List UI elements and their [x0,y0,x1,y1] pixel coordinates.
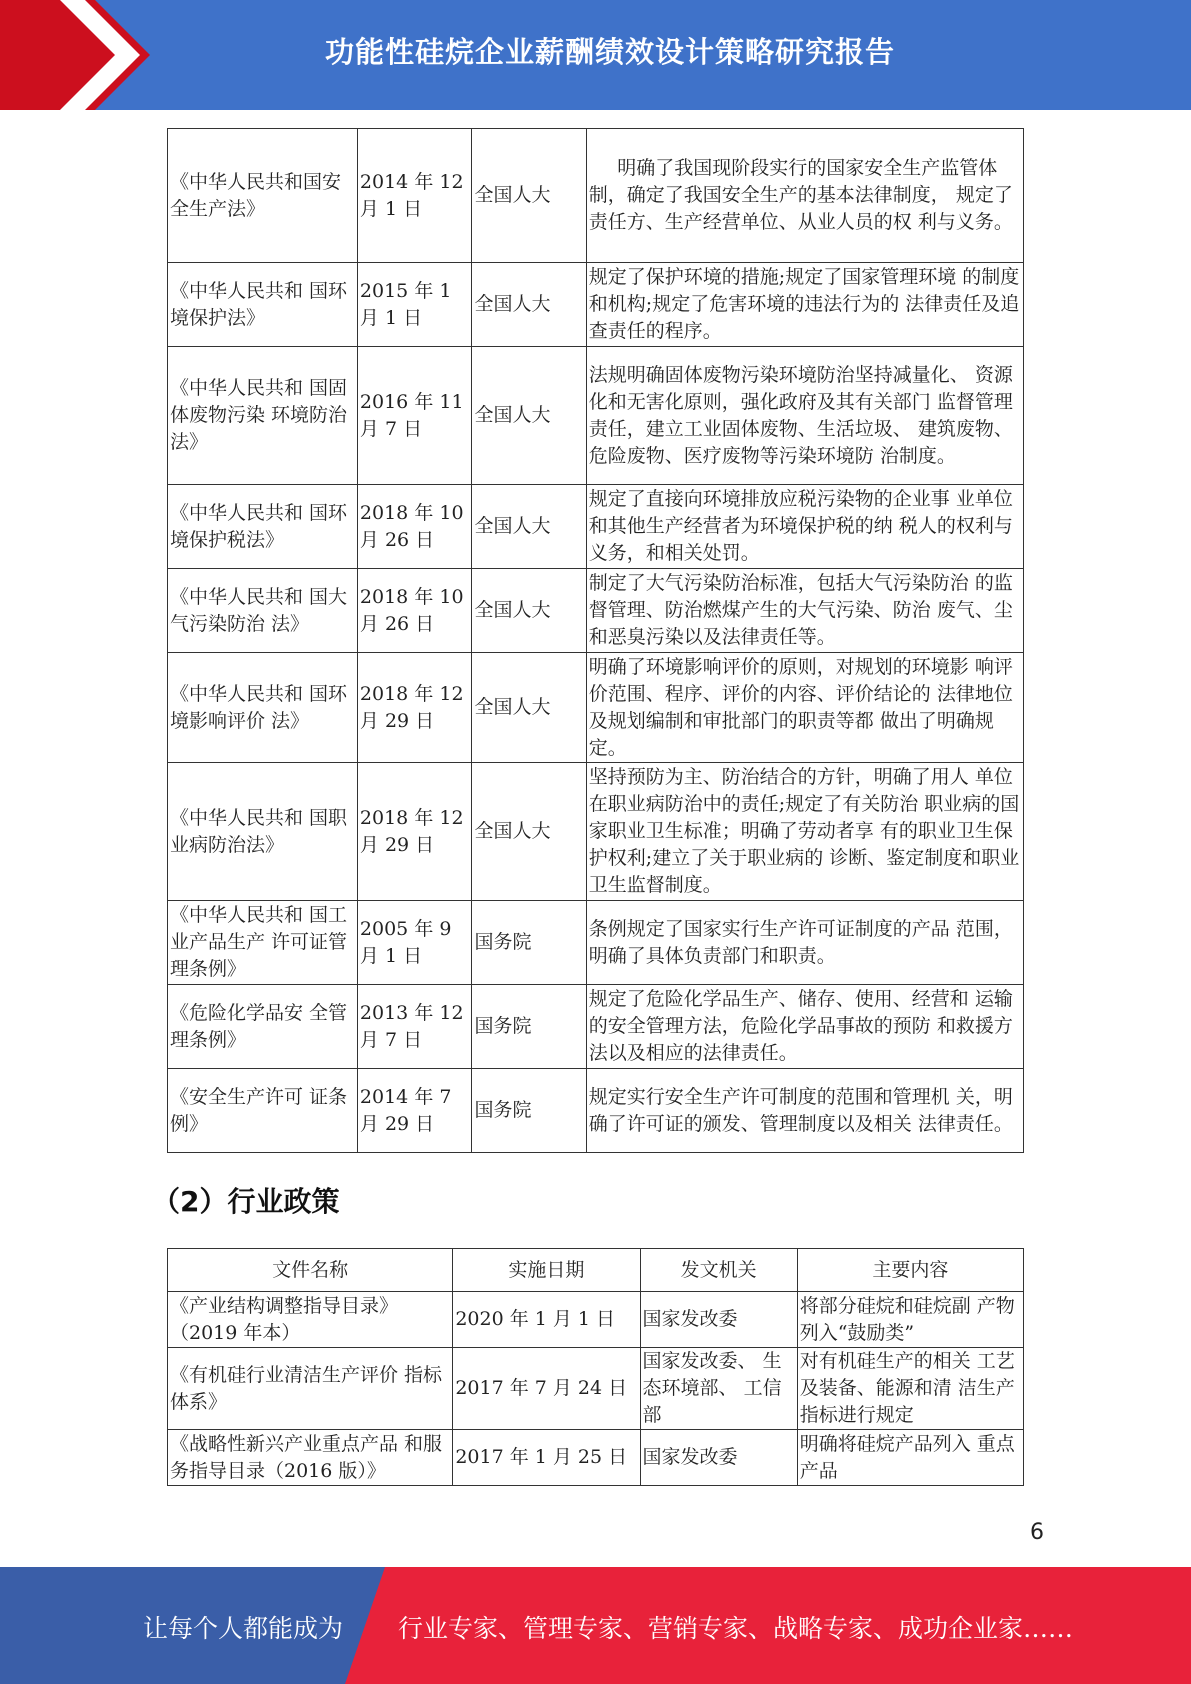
law-name-cell: 《中华人民共和 国固体废物污染 环境防治法》 [168,347,358,485]
law-name-cell: 《中华人民共和 国职业病防治法》 [168,763,358,901]
section-heading: （2）行业政策 [152,1185,340,1218]
policy-content-cell: 对有机硅生产的相关 工艺及装备、能源和清 洁生产指标进行规定 [797,1348,1023,1430]
laws-table [167,128,1024,1153]
law-content-cell: 规定实行安全生产许可制度的范围和管理机 关，明确了许可证的颁发、管理制度以及相关 法律责任。 [586,1069,1023,1153]
law-date-cell: 2014 年 7 月 29 日 [357,1069,472,1153]
table-row [168,485,1024,569]
law-content-cell: 规定了危险化学品生产、储存、使用、经营和 运输的安全管理方法，危险化学品事故的预防 和救援方法以及相应的法律责任。 [586,985,1023,1069]
policy-content-cell: 将部分硅烷和硅烷副 产物列入“鼓励类” [797,1292,1023,1348]
law-name-cell: 《中华人民共和 国环境影响评价 法》 [168,653,358,763]
law-content-cell: 规定了保护环境的措施;规定了国家管理环境 的制度和机构;规定了危害环境的违法行为的 法律责任及追查责任的程序。 [586,263,1023,347]
law-date-cell: 2005 年 9 月 1 日 [357,901,472,985]
header-file-name: 文件名称 [168,1249,453,1292]
law-name-cell: 《中华人民共和 国大气污染防治 法》 [168,569,358,653]
law-content-cell: 条例规定了国家实行生产许可证制度的产品 范围，明确了具体负责部门和职责。 [586,901,1023,985]
law-date-cell: 2018 年 10 月 26 日 [357,485,472,569]
law-name-cell: 《中华人民共和国安全生产法》 [168,129,358,263]
law-org-cell: 全国人大 [472,347,586,485]
policy-org-cell: 国家发改委、 生态环境部、 工信部 [640,1348,797,1430]
table-row [168,985,1024,1069]
policy-name-cell: 《战略性新兴产业重点产品 和服务指导目录（2016 版）》 [168,1430,453,1486]
table-header-row [168,1249,1024,1292]
law-date-cell: 2018 年 12 月 29 日 [357,763,472,901]
law-name-cell: 《中华人民共和 国环境保护法》 [168,263,358,347]
table-row [168,653,1024,763]
law-org-cell: 全国人大 [472,129,586,263]
law-content-cell: 明确了环境影响评价的原则，对规划的环境影 响评价范围、程序、评价的内容、评价结论的 法律地位及规划编制和审批部门的职责等都 做出了明确规定。 [586,653,1023,763]
policy-org-cell: 国家发改委 [640,1430,797,1486]
law-name-cell: 《中华人民共和 国工业产品生产 许可证管理条例》 [168,901,358,985]
table-row [168,263,1024,347]
law-org-cell: 国务院 [472,1069,586,1153]
policy-table [167,1248,1024,1486]
table-row [168,347,1024,485]
policy-date-cell: 2017 年 1 月 25 日 [453,1430,640,1486]
footer-slogan-left: 让每个人都能成为 [143,1614,344,1643]
header-effective-date: 实施日期 [453,1249,640,1292]
law-name-cell: 《安全生产许可 证条例》 [168,1069,358,1153]
table-row [168,1348,1024,1430]
law-org-cell: 全国人大 [472,485,586,569]
table-row [168,901,1024,985]
page-header [0,0,1191,110]
law-org-cell: 全国人大 [472,569,586,653]
header-red-arrow-decoration [0,0,150,110]
table-row [168,1069,1024,1153]
table-row [168,569,1024,653]
law-date-cell: 2018 年 10 月 26 日 [357,569,472,653]
footer-slogan-right: 行业专家、管理专家、营销专家、战略专家、成功企业家…… [398,1614,1074,1643]
page-number: 6 [1030,1520,1044,1545]
table-row [168,1292,1024,1348]
law-org-cell: 全国人大 [472,653,586,763]
header-main-content: 主要内容 [797,1249,1023,1292]
table-row [168,1430,1024,1486]
report-title: 功能性硅烷企业薪酬绩效设计策略研究报告 [324,35,895,69]
law-name-cell: 《中华人民共和 国环境保护税法》 [168,485,358,569]
policy-org-cell: 国家发改委 [640,1292,797,1348]
policy-name-cell: 《产业结构调整指导目录》（2019 年本） [168,1292,453,1348]
law-date-cell: 2016 年 11 月 7 日 [357,347,472,485]
law-org-cell: 国务院 [472,985,586,1069]
law-content-cell: 规定了直接向环境排放应税污染物的企业事 业单位和其他生产经营者为环境保护税的纳 税人的权利与义务，和相关处罚。 [586,485,1023,569]
policy-name-cell: 《有机硅行业清洁生产评价 指标体系》 [168,1348,453,1430]
law-org-cell: 全国人大 [472,763,586,901]
law-content-cell: 坚持预防为主、防治结合的方针，明确了用人 单位在职业病防治中的责任;规定了有关防治 职业病的国家职业卫生标准；明确了劳动者享 有的职业卫生保护权利;建立了关于职业病的 诊断、鉴定制度和职业卫生监督制度。 [586,763,1023,901]
law-date-cell: 2014 年 12 月 1 日 [357,129,472,263]
law-date-cell: 2013 年 12 月 7 日 [357,985,472,1069]
law-org-cell: 全国人大 [472,263,586,347]
header-issuing-authority: 发文机关 [640,1249,797,1292]
law-org-cell: 国务院 [472,901,586,985]
policy-date-cell: 2017 年 7 月 24 日 [453,1348,640,1430]
law-date-cell: 2015 年 1 月 1 日 [357,263,472,347]
law-content-cell: 制定了大气污染防治标准，包括大气污染防治 的监督管理、防治燃煤产生的大气污染、防治 废气、尘和恶臭污染以及法律责任等。 [586,569,1023,653]
table-row [168,763,1024,901]
table-row [168,129,1024,263]
law-content-cell: 法规明确固体废物污染环境防治坚持减量化、 资源化和无害化原则，强化政府及其有关部门 监督管理责任，建立工业固体废物、生活垃圾、 建筑废物、危险废物、医疗废物等污染环境防 治制度。 [586,347,1023,485]
law-date-cell: 2018 年 12 月 29 日 [357,653,472,763]
law-name-cell: 《危险化学品安 全管理条例》 [168,985,358,1069]
policy-date-cell: 2020 年 1 月 1 日 [453,1292,640,1348]
policy-content-cell: 明确将硅烷产品列入 重点产品 [797,1430,1023,1486]
law-content-cell: 明确了我国现阶段实行的国家安全生产监管体制，确定了我国安全生产的基本法律制度， 规定了责任方、生产经营单位、从业人员的权 利与义务。 [586,129,1023,263]
page-footer [0,1567,1191,1684]
